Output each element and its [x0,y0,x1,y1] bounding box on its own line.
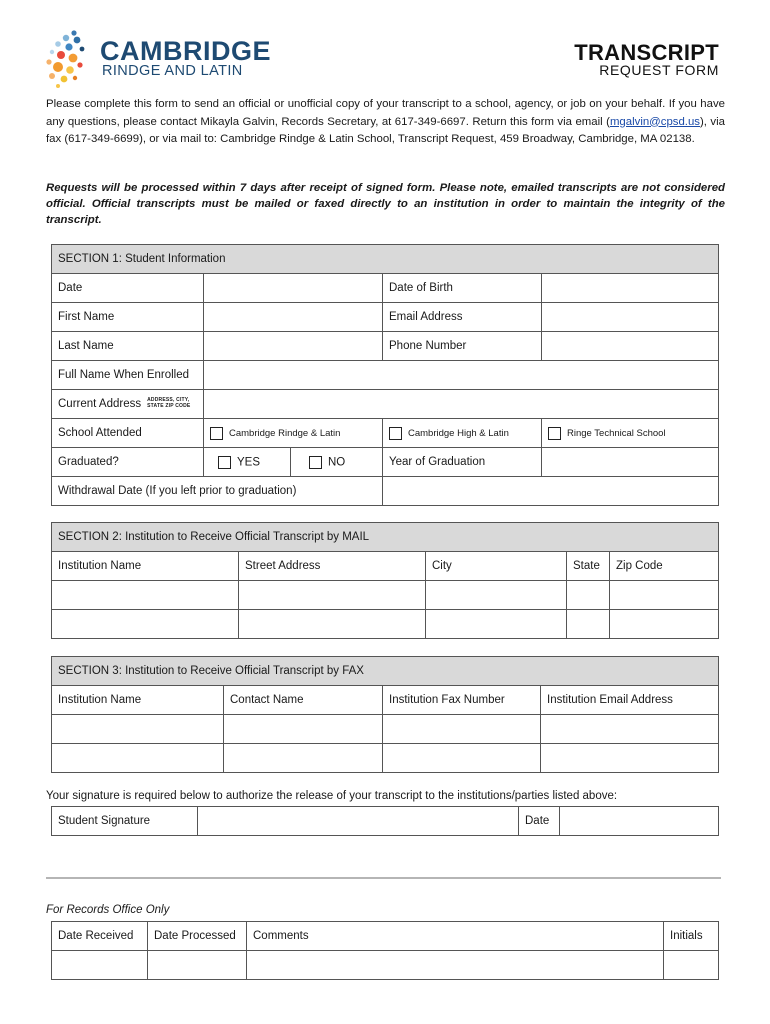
email-link[interactable]: mgalvin@cpsd.us [609,115,701,128]
current-address-field[interactable] [204,390,719,419]
records-cell[interactable] [664,951,719,980]
email-field[interactable] [542,303,719,332]
signature-table [51,806,719,836]
graduated-yes[interactable] [204,448,291,477]
fax-cell[interactable] [383,715,541,744]
records-cell[interactable] [52,951,148,980]
crls-option-label: Cambridge Rindge & Latin [229,427,341,439]
intro-text-1: Please complete this form to send an official or unofficial copy of your transcript to a school, agency, or job on your behalf. If you have any questions, please contact Mikayla Galvin, Records Secretary, at 617-349-6697. Return this form via email ( [46,98,725,128]
dob-label: Date of Birth [383,274,542,303]
school-option-crls[interactable] [204,419,383,448]
fax-cell[interactable] [224,715,383,744]
address-hint [147,398,190,409]
rts-checkbox[interactable] [548,427,561,440]
processing-notice: Requests will be processed within 7 days after receipt of signed form. Please note, emailed transcripts are not considered official. Official transcripts must be mailed or faxed directly to an institution in order to maintain the integrity of the transcript. [46,182,725,226]
mail-cell[interactable] [52,581,239,610]
mail-col-street: Street Address [239,552,426,581]
school-logo-icon [44,28,104,90]
fax-col-fax-number: Institution Fax Number [383,686,541,715]
records-col-comments: Comments [247,922,664,951]
records-col-date-received: Date Received [52,922,148,951]
signature-field[interactable] [198,807,519,836]
current-address-text: Current Address [58,398,142,410]
section1-table [51,244,719,506]
records-cell[interactable] [148,951,247,980]
school-attended-label: School Attended [52,419,204,448]
chl-checkbox[interactable] [389,427,402,440]
mail-cell[interactable] [610,610,719,639]
mail-col-institution: Institution Name [52,552,239,581]
fax-cell[interactable] [224,744,383,773]
intro-paragraph [46,96,725,149]
mail-col-zip: Zip Code [610,552,719,581]
section2-table [51,522,719,639]
section3-header: SECTION 3: Institution to Receive Official Transcript by FAX [52,657,719,686]
rts-option-label: Ringe Technical School [567,427,666,439]
no-checkbox[interactable] [309,456,322,469]
fax-cell[interactable] [383,744,541,773]
section1-header: SECTION 1: Student Information [52,245,719,274]
address-hint-line1: ADDRESS, CITY, [147,397,190,404]
fax-cell[interactable] [52,715,224,744]
mail-cell[interactable] [426,581,567,610]
school-option-rts[interactable] [542,419,719,448]
chl-option-label: Cambridge High & Latin [408,427,509,439]
mail-cell[interactable] [239,610,426,639]
yes-checkbox[interactable] [218,456,231,469]
withdrawal-field[interactable] [383,477,719,506]
signature-label: Student Signature [52,807,198,836]
mail-col-state: State [567,552,610,581]
records-cell[interactable] [247,951,664,980]
records-col-date-processed: Date Processed [148,922,247,951]
mail-cell[interactable] [610,581,719,610]
records-office-label: For Records Office Only [46,904,170,916]
mail-cell[interactable] [426,610,567,639]
logo-wordmark: CAMBRIDGE [100,36,271,66]
year-graduation-field[interactable] [542,448,719,477]
crls-checkbox[interactable] [210,427,223,440]
section2-header: SECTION 2: Institution to Receive Official Transcript by MAIL [52,523,719,552]
date-field[interactable] [204,274,383,303]
current-address-label [52,390,204,419]
phone-field[interactable] [542,332,719,361]
fax-col-institution: Institution Name [52,686,224,715]
mail-col-city: City [426,552,567,581]
records-col-initials: Initials [664,922,719,951]
phone-label: Phone Number [383,332,542,361]
form-title: TRANSCRIPT [574,40,719,65]
withdrawal-label: Withdrawal Date (If you left prior to graduation) [52,477,383,506]
first-name-label: First Name [52,303,204,332]
full-name-label: Full Name When Enrolled [52,361,204,390]
mail-cell[interactable] [567,610,610,639]
intro-text-2: ), via fax (617-349-6699), or via mail to: Cambridge Rindge & Latin School, Transcript Request, 459 Broadway, Cambridge, MA 02138. [46,115,725,146]
fax-cell[interactable] [541,744,719,773]
fax-cell[interactable] [541,715,719,744]
full-name-field[interactable] [204,361,719,390]
fax-cell[interactable] [52,744,224,773]
first-name-field[interactable] [204,303,383,332]
no-label: NO [328,456,346,468]
last-name-field[interactable] [204,332,383,361]
last-name-label: Last Name [52,332,204,361]
mail-cell[interactable] [52,610,239,639]
section3-table [51,656,719,773]
graduated-label: Graduated? [52,448,204,477]
fax-col-contact: Contact Name [224,686,383,715]
fax-col-email: Institution Email Address [541,686,719,715]
date-label: Date [52,274,204,303]
mail-cell[interactable] [567,581,610,610]
year-graduation-label: Year of Graduation [383,448,542,477]
address-hint-line2: STATE ZIP CODE [147,402,191,409]
logo-subtitle: RINDGE AND LATIN [102,63,243,79]
dob-field[interactable] [542,274,719,303]
email-label: Email Address [383,303,542,332]
yes-label: YES [237,456,261,468]
divider [46,877,721,879]
records-table [51,921,719,980]
form-subtitle: REQUEST FORM [599,62,719,78]
signature-instructions: Your signature is required below to authorize the release of your transcript to the institutions/parties listed above: [46,790,618,802]
graduated-no[interactable] [291,448,383,477]
signature-date-label: Date [519,807,560,836]
signature-date-field[interactable] [560,807,719,836]
school-option-chl[interactable] [383,419,542,448]
mail-cell[interactable] [239,581,426,610]
